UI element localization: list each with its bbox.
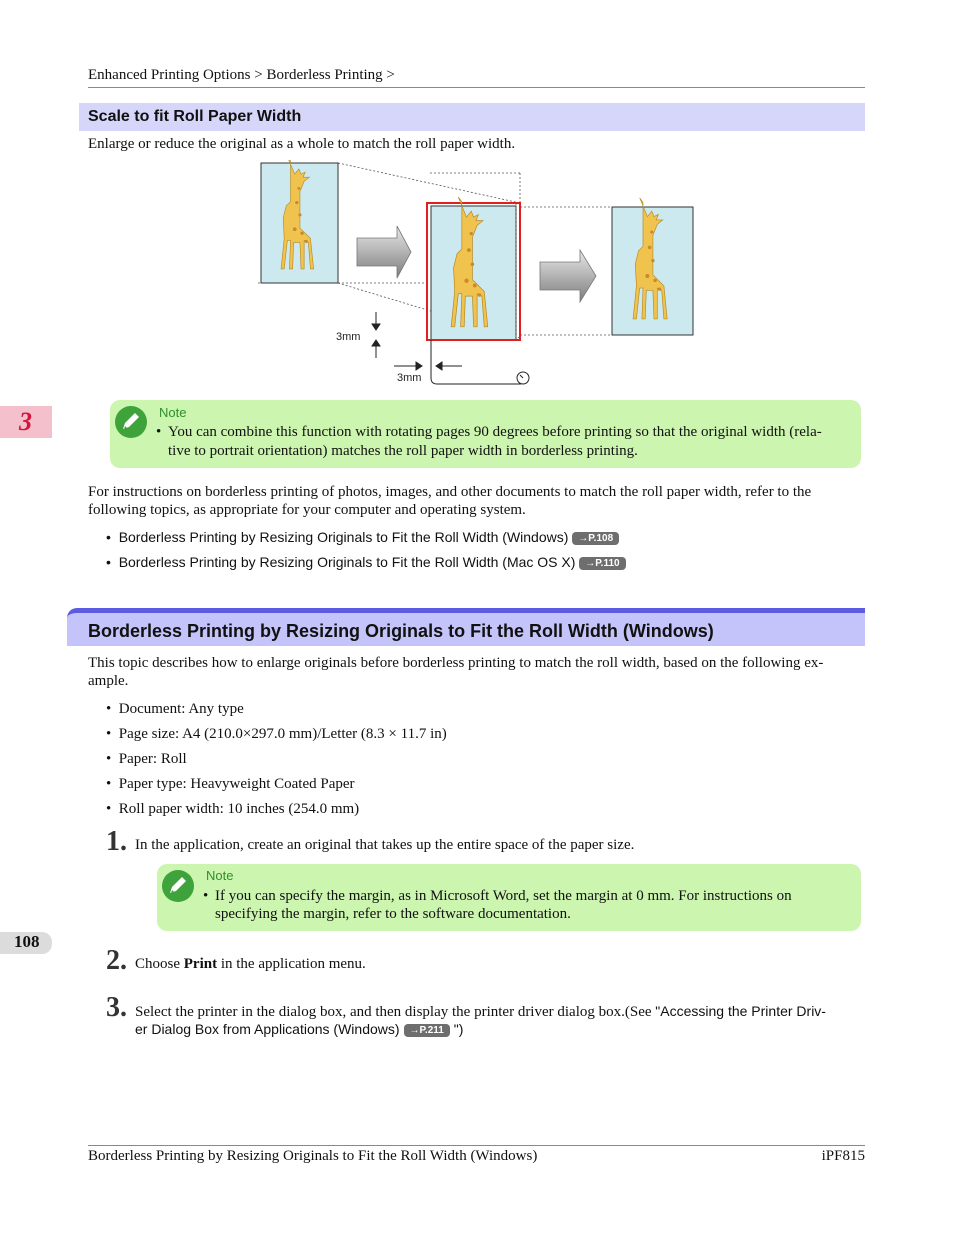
note-label: Note [206, 868, 234, 883]
step-text-line-1 [135, 1002, 826, 1022]
link-text[interactable]: Borderless Printing by Resizing Originals to Fit the Roll Width (Windows) [118, 529, 569, 545]
note-text-cont: specifying the margin, refer to the software documentation. [215, 906, 571, 922]
chapter-number: 3 [19, 407, 32, 436]
section-heading-windows [67, 608, 865, 646]
note-box-2 [157, 864, 861, 931]
link-list-item[interactable] [106, 529, 619, 545]
step-text-line-2 [135, 1021, 463, 1039]
list-item-text: Paper: Roll [118, 751, 187, 767]
page-ref-badge[interactable]: →P.110 [579, 557, 625, 570]
page-ref-badge[interactable]: →P.108 [572, 532, 619, 545]
list-item: • Document: Any type [106, 701, 244, 717]
section-title: Borderless Printing by Resizing Originals to Fit the Roll Width (Windows) [88, 621, 714, 641]
page-ref-badge[interactable]: →P.211 [404, 1024, 450, 1037]
scale-to-fit-figure [258, 160, 698, 390]
step-text: Select the printer in the dialog box, and then display the printer driver dialog box.(See [135, 1004, 656, 1020]
page-number-tab [0, 932, 52, 954]
list-item: • Paper: Roll [106, 751, 187, 767]
footer-title: Borderless Printing by Resizing Originals to Fit the Roll Width (Windows) [88, 1148, 538, 1164]
list-item-text: Paper type: Heavyweight Coated Paper [118, 776, 355, 792]
note-label: Note [159, 405, 187, 420]
margin-label-top: 3mm [336, 331, 361, 343]
list-item-text: Document: Any type [118, 701, 244, 717]
link-list-item[interactable] [106, 554, 626, 570]
section-intro: Enlarge or reduce the original as a whole to match the roll paper width. [88, 136, 516, 152]
link-text[interactable]: Borderless Printing by Resizing Originals to Fit the Roll Width (Mac OS X) [118, 554, 576, 570]
note-text-cont: tive to portrait orientation) matches the roll paper width in borderless printing. [168, 443, 638, 459]
list-item-text: Page size: A4 (210.0×297.0 mm)/Letter (8.3 × 11.7 in) [118, 726, 447, 742]
section-intro-line-2: ample. [88, 673, 129, 689]
bullet-dot: • [203, 888, 209, 904]
list-item: • Paper type: Heavyweight Coated Paper [106, 776, 355, 792]
footer-divider [88, 1145, 865, 1146]
bullet-dot: • [106, 529, 119, 545]
margin-label-bottom: 3mm [397, 372, 422, 384]
section-intro-line-1: This topic describes how to enlarge originals before borderless printing to match the roll width, based on the following ex- [88, 655, 824, 671]
section-title: Scale to fit Roll Paper Width [88, 108, 302, 125]
step-text-end: ") [449, 1021, 464, 1037]
step-text-pre: Choose [135, 956, 184, 972]
paragraph-line-1: For instructions on borderless printing of photos, images, and other documents to match the roll paper width, refer to the [88, 484, 812, 500]
list-item: • Roll paper width: 10 inches (254.0 mm) [106, 801, 360, 817]
step-text [135, 955, 366, 974]
header-divider [88, 87, 865, 88]
note-text: You can combine this function with rotating pages 90 degrees before printing so that the original width (rela- [168, 424, 822, 440]
cross-ref-link[interactable]: "Accessing the Printer Driv- [655, 1003, 826, 1019]
step-number: 3. [106, 992, 127, 1023]
note-text: If you can specify the margin, as in Microsoft Word, set the margin at 0 mm. For instructions on [215, 888, 792, 904]
menu-command-print: Print [183, 956, 218, 972]
step-number: 1. [106, 826, 127, 857]
bullet-dot: • [156, 424, 162, 440]
note-box-1 [110, 400, 861, 468]
list-item: • Page size: A4 (210.0×297.0 mm)/Letter (8.3 × 11.7 in) [106, 726, 447, 742]
bullet-dot: • [106, 554, 119, 570]
cross-ref-link[interactable]: er Dialog Box from Applications (Windows) [135, 1021, 400, 1037]
pencil-note-icon [115, 406, 147, 438]
breadcrumb: Enhanced Printing Options > Borderless Printing > [88, 67, 395, 83]
paragraph-line-2: following topics, as appropriate for your computer and operating system. [88, 502, 526, 518]
step-text-post: in the application menu. [217, 956, 366, 972]
section-heading-scale-to-fit [79, 103, 865, 131]
list-item-text: Roll paper width: 10 inches (254.0 mm) [118, 801, 360, 817]
pencil-note-icon [162, 870, 194, 902]
footer-model: iPF815 [821, 1148, 865, 1164]
chapter-tab[interactable] [0, 406, 52, 438]
step-text: In the application, create an original that takes up the entire space of the paper size. [135, 837, 635, 853]
step-number: 2. [106, 945, 127, 976]
page-number: 108 [14, 932, 40, 951]
